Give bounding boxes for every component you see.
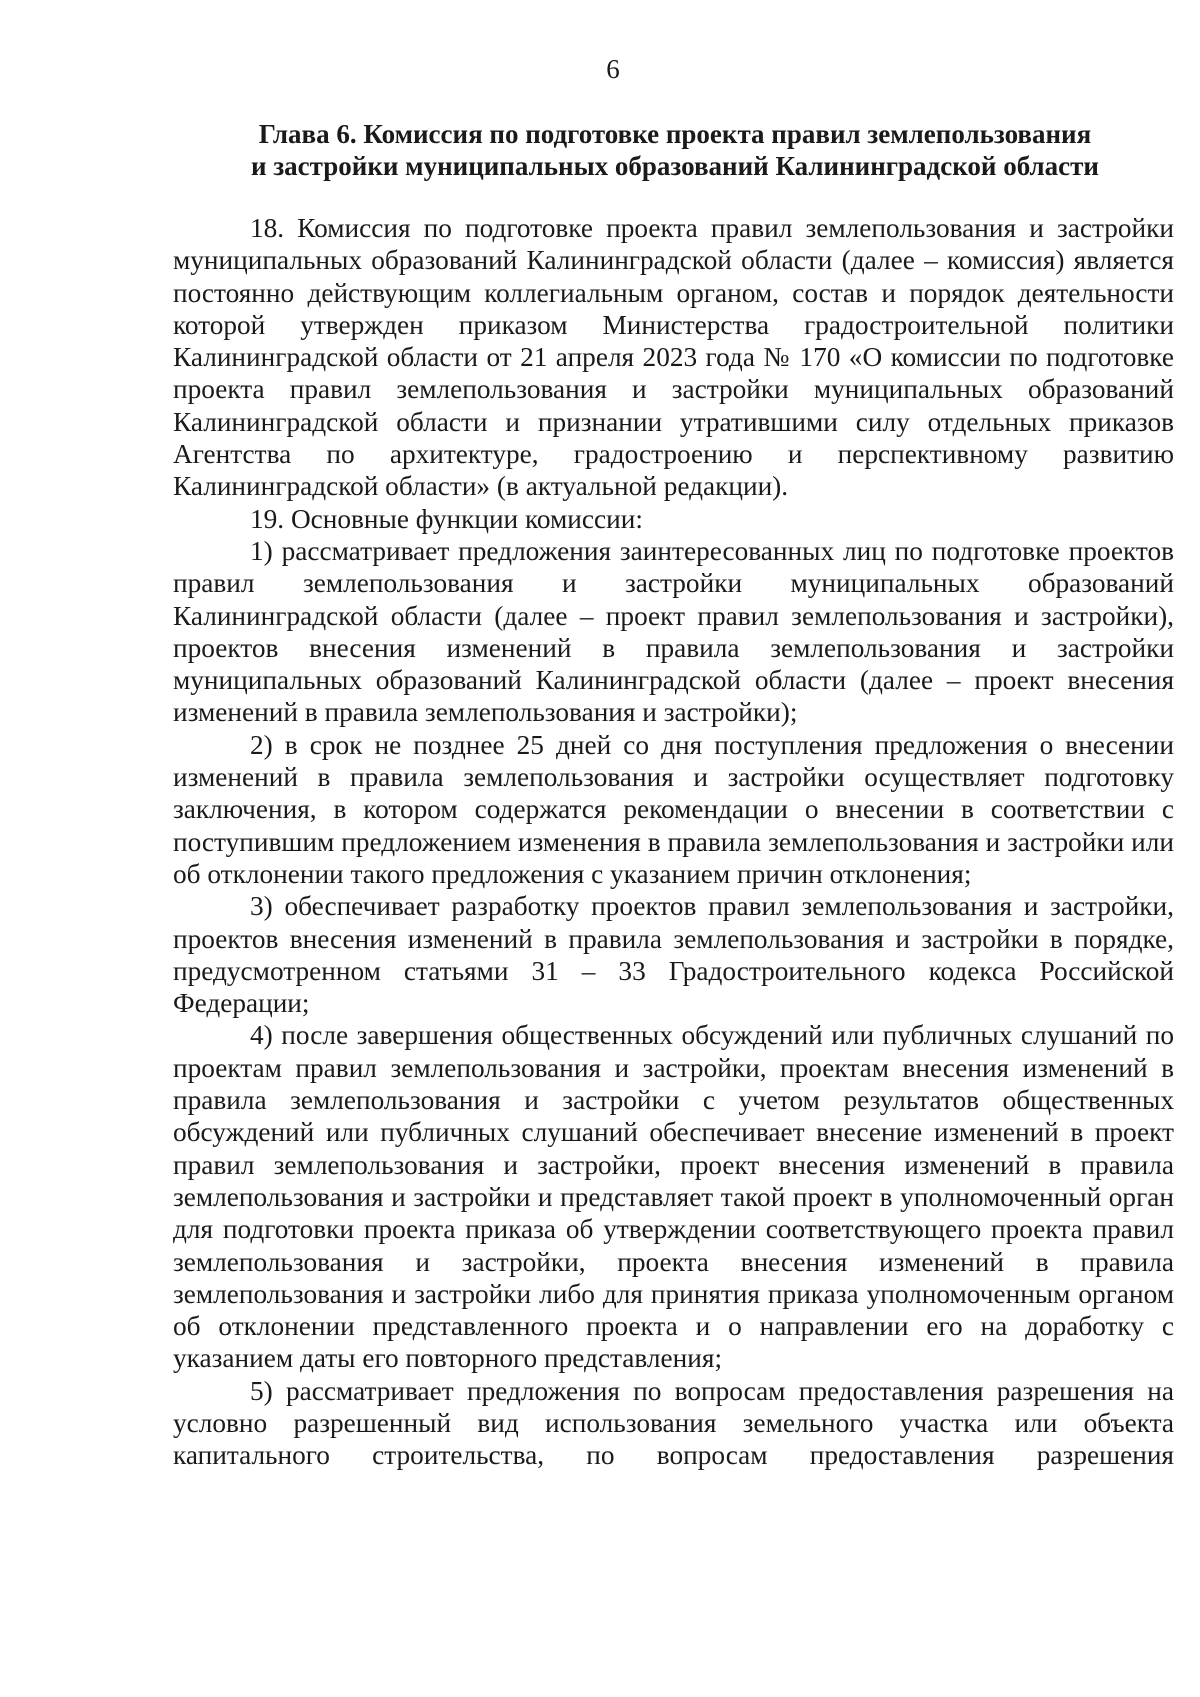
- chapter-title-line-1: Глава 6. Комиссия по подготовке проекта правил землепользования: [258, 119, 1092, 149]
- document-body: [173, 212, 1174, 1472]
- paragraph-19: 19. Основные функции комиссии:: [250, 503, 643, 534]
- paragraph-18: 18. Комиссия по подготовке проекта правил землепользования и застройки муниципальных образований Калининградской области (далее – комиссия) является постоянно действующим коллегиальным органом, состав и порядок деятельности которой утвержден приказом Министерства градостроительной политики Калининградской области от 21 апреля 2023 года № 170 «О комиссии по подготовке проекта правил землепользования и застройки муниципальных образований Калининградской области и признании утратившими силу отдельных приказов Агентства по архитектуре, градостроению и перспективному развитию Калининградской области» (в актуальной редакции).: [173, 213, 1174, 502]
- page-number: 6: [606, 54, 620, 84]
- function-item-3: 3) обеспечивает разработку проектов правил землепользования и застройки, проектов внесения изменений в правила землепользования и застройки в порядке, предусмотренном статьями 31 – 33 Градостроительного кодекса Российской Федерации;: [173, 891, 1174, 1019]
- chapter-title-line-2: и застройки муниципальных образований Калининградской области: [251, 151, 1099, 181]
- function-item-4: 4) после завершения общественных обсуждений или публичных слушаний по проектам правил землепользования и застройки, проектам внесения изменений в правила землепользования и застройки с учетом результатов общественных обсуждений или публичных слушаний обеспечивает внесение изменений в проект правил землепользования и застройки, проект внесения изменений в правила землепользования и застройки и представляет такой проект в уполномоченный орган для подготовки проекта приказа об утверждении соответствующего проекта правил землепользования и застройки, проекта внесения изменений в правила землепользования и застройки либо для принятия приказа уполномоченным органом об отклонении представленного проекта и о направлении его на доработку с указанием даты его повторного представления;: [173, 1020, 1174, 1374]
- function-item-5: 5) рассматривает предложения по вопросам предоставления разрешения на условно разрешенный вид использования земельного участка или объекта капитального строительства, по вопросам предоставления разрешения: [173, 1375, 1174, 1471]
- function-item-2: 2) в срок не позднее 25 дней со дня поступления предложения о внесении изменений в правила землепользования и застройки осуществляет подготовку заключения, в котором содержатся рекомендации о внесении в соответствии с поступившим предложением изменения в правила землепользования и застройки или об отклонении такого предложения с указанием причин отклонения;: [173, 729, 1174, 889]
- chapter-title: [175, 118, 1175, 182]
- function-item-1: 1) рассматривает предложения заинтересованных лиц по подготовке проектов правил землепользования и застройки муниципальных образований Калининградской области (далее – проект правил землепользования и застройки), проектов внесения изменений в правила землепользования и застройки муниципальных образований Калининградской области (далее – проект внесения изменений в правила землепользования и застройки);: [173, 535, 1174, 728]
